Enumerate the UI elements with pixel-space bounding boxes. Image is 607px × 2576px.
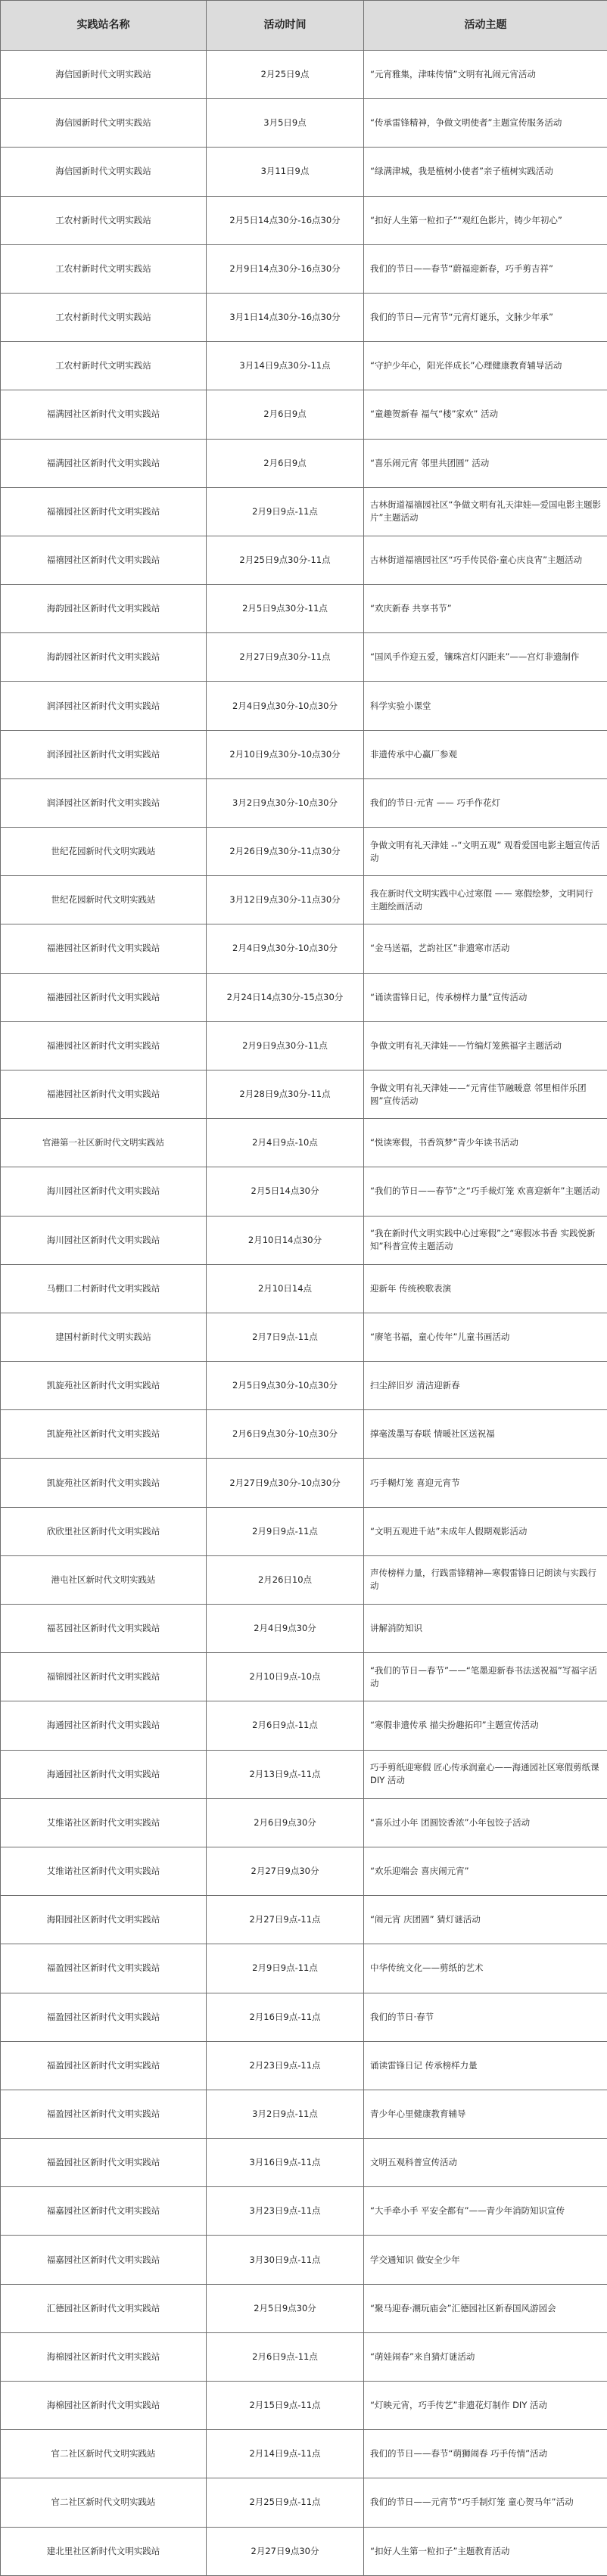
activity-theme-cell: “诵读雷锋日记，传承榜样力量”宣传活动: [364, 973, 607, 1021]
table-row: [1, 1993, 607, 2041]
table-row: [1, 148, 607, 196]
activity-time-cell: 3月30日9点-11点: [207, 2236, 364, 2284]
table-row: [1, 342, 607, 390]
station-name-cell: 工农村新时代文明实践站: [1, 244, 207, 293]
station-name-cell: 福港园社区新时代文明实践站: [1, 924, 207, 973]
station-name-cell: 马棚口二村新时代文明实践站: [1, 1264, 207, 1313]
table-row: [1, 2041, 607, 2090]
station-name-cell: 润泽园社区新时代文明实践站: [1, 682, 207, 730]
activity-time-cell: 2月4日9点30分-10点30分: [207, 682, 364, 730]
table-row: [1, 1750, 607, 1798]
activity-time-cell: 2月4日9点-10点: [207, 1119, 364, 1167]
activity-theme-cell: “寒假非遗传承 描尖扮趣拓印”主题宣传活动: [364, 1701, 607, 1750]
table-row: [1, 1653, 607, 1701]
activity-theme-cell: “大手牵小手 平安全都有”——青少年消防知识宣传: [364, 2187, 607, 2236]
activity-time-cell: 2月9日14点30分-16点30分: [207, 244, 364, 293]
activity-theme-cell: “赓笔书福，童心传年”儿童书画活动: [364, 1313, 607, 1361]
station-name-cell: 港屯社区新时代文明实践站: [1, 1555, 207, 1604]
table-row: [1, 439, 607, 487]
activity-time-cell: 2月6日9点-11点: [207, 2332, 364, 2381]
activity-time-cell: 2月24日14点30分-15点30分: [207, 973, 364, 1021]
activity-theme-cell: “聚马迎春·潮玩庙会”汇德园社区新春国风游园会: [364, 2284, 607, 2332]
station-name-cell: 凯旋苑社区新时代文明实践站: [1, 1410, 207, 1459]
activity-time-cell: 3月2日9点30分-10点30分: [207, 778, 364, 827]
station-name-cell: 福盈园社区新时代文明实践站: [1, 2139, 207, 2187]
activity-theme-cell: 非遗传承中心赢厂参观: [364, 730, 607, 778]
activity-time-cell: 2月16日9点-11点: [207, 1993, 364, 2041]
table-row: [1, 778, 607, 827]
station-name-cell: 官港第一社区新时代文明实践站: [1, 1119, 207, 1167]
activity-theme-cell: 我们的节日——元宵节“巧手制灯笼 童心贺马年”活动: [364, 2478, 607, 2527]
activity-time-cell: 2月27日9点-11点: [207, 1896, 364, 1944]
station-name-cell: 海通园社区新时代文明实践站: [1, 1750, 207, 1798]
activity-theme-cell: 我们的节日——春节“萌狮闹春 巧手传情”活动: [364, 2430, 607, 2478]
station-name-cell: 海川园社区新时代文明实践站: [1, 1167, 207, 1216]
table-row: [1, 487, 607, 536]
station-name-cell: 福禧园社区新时代文明实践站: [1, 536, 207, 584]
table-row: [1, 828, 607, 876]
activity-time-cell: 2月9日9点-11点: [207, 1507, 364, 1555]
table-row: [1, 1798, 607, 1847]
table-row: [1, 1264, 607, 1313]
activity-theme-cell: “守护少年心，阳光伴成长”心理健康教育辅导活动: [364, 342, 607, 390]
station-name-cell: 海信园新时代文明实践站: [1, 148, 207, 196]
station-name-cell: 福盈园社区新时代文明实践站: [1, 2090, 207, 2138]
activity-time-cell: 3月23日9点-11点: [207, 2187, 364, 2236]
table-row: [1, 536, 607, 584]
activity-time-cell: 2月10日14点: [207, 1264, 364, 1313]
station-name-cell: 福嘉园社区新时代文明实践站: [1, 2236, 207, 2284]
table-row: [1, 2284, 607, 2332]
table-row: [1, 1216, 607, 1264]
activity-time-cell: 2月5日9点30分-10点30分: [207, 1362, 364, 1410]
table-row: [1, 2430, 607, 2478]
station-name-cell: 世纪花园新时代文明实践站: [1, 876, 207, 924]
activity-theme-cell: 学交通知识 做安全少年: [364, 2236, 607, 2284]
activity-theme-cell: “萌娃闹春”来自猜灯谜活动: [364, 2332, 607, 2381]
station-name-cell: 海韵园社区新时代文明实践站: [1, 585, 207, 633]
activity-time-cell: 2月6日9点: [207, 439, 364, 487]
activity-time-cell: 3月11日9点: [207, 148, 364, 196]
activity-time-cell: 2月15日9点-11点: [207, 2382, 364, 2430]
activity-time-cell: 3月5日9点: [207, 99, 364, 148]
activity-time-cell: 2月6日9点-11点: [207, 1701, 364, 1750]
station-name-cell: 福嘉园社区新时代文明实践站: [1, 2187, 207, 2236]
station-name-cell: 海川园社区新时代文明实践站: [1, 1216, 207, 1264]
station-name-cell: 福禧园社区新时代文明实践站: [1, 487, 207, 536]
activity-time-cell: 2月5日9点30分: [207, 2284, 364, 2332]
activity-theme-cell: 争做文明有礼天津娃——竹编灯笼熊福字主题活动: [364, 1021, 607, 1070]
table-row: [1, 1847, 607, 1895]
station-name-cell: 海信园新时代文明实践站: [1, 51, 207, 99]
activity-time-cell: 2月23日9点-11点: [207, 2041, 364, 2090]
table-row: [1, 1410, 607, 1459]
activity-theme-cell: “我们的节日——春节”之“巧手裁灯笼 欢喜迎新年”主题活动: [364, 1167, 607, 1216]
activity-theme-cell: 迎新年 传统秧歌表演: [364, 1264, 607, 1313]
activity-theme-cell: “文明五观进千站”未成年人假期观影活动: [364, 1507, 607, 1555]
station-name-cell: 工农村新时代文明实践站: [1, 342, 207, 390]
table-row: [1, 1021, 607, 1070]
activity-time-cell: 2月6日9点: [207, 390, 364, 439]
activity-theme-cell: “欢乐迎端会 喜庆闹元宵”: [364, 1847, 607, 1895]
activity-theme-cell: 争做文明有礼天津娃——“元宵佳节融暖意 邻里相伴乐团圆”宣传活动: [364, 1070, 607, 1118]
station-name-cell: 福盈园社区新时代文明实践站: [1, 1993, 207, 2041]
header-activity-theme: 活动主题: [364, 1, 607, 51]
station-name-cell: 海通园社区新时代文明实践站: [1, 1701, 207, 1750]
activity-time-cell: 2月10日9点30分-10点30分: [207, 730, 364, 778]
table-row: [1, 2332, 607, 2381]
table-row: [1, 1362, 607, 1410]
table-row: [1, 196, 607, 244]
station-name-cell: 福满园社区新时代文明实践站: [1, 439, 207, 487]
activity-theme-cell: 文明五观科普宣传活动: [364, 2139, 607, 2187]
activity-theme-cell: 我们的节日—元宵节“元宵灯谜乐，文脉少年承”: [364, 293, 607, 341]
activity-time-cell: 2月9日9点-11点: [207, 487, 364, 536]
activity-theme-cell: 中华传统文化——剪纸的艺术: [364, 1944, 607, 1993]
activity-theme-cell: “我在新时代文明实践中心过寒假”之“寒假冰书香 实践悦新知”科普宣传主题活动: [364, 1216, 607, 1264]
station-name-cell: 福锦园社区新时代文明实践站: [1, 1653, 207, 1701]
activity-theme-cell: 我们的节日·元宵 —— 巧手作花灯: [364, 778, 607, 827]
activity-theme-cell: “欢庆新春 共享书节”: [364, 585, 607, 633]
table-row: [1, 876, 607, 924]
activity-time-cell: 2月10日14点30分: [207, 1216, 364, 1264]
station-name-cell: 海阳园社区新时代文明实践站: [1, 1896, 207, 1944]
activity-theme-cell: 我在新时代文明实践中心过寒假 —— 寒假绘梦，文明同行主题绘画活动: [364, 876, 607, 924]
activity-time-cell: 3月16日9点-11点: [207, 2139, 364, 2187]
station-name-cell: 建国村新时代文明实践站: [1, 1313, 207, 1361]
station-name-cell: 福茗园社区新时代文明实践站: [1, 1605, 207, 1653]
activity-time-cell: 2月27日9点30分-10点30分: [207, 1459, 364, 1507]
activity-time-cell: 2月6日9点30分: [207, 1798, 364, 1847]
activity-time-cell: 2月5日14点30分-16点30分: [207, 196, 364, 244]
table-row: [1, 293, 607, 341]
activity-time-cell: 2月26日10点: [207, 1555, 364, 1604]
station-name-cell: 欣欣里社区新时代文明实践站: [1, 1507, 207, 1555]
activity-time-cell: 2月6日9点30分-10点30分: [207, 1410, 364, 1459]
table-row: [1, 1313, 607, 1361]
activity-theme-cell: 科学实验小课堂: [364, 682, 607, 730]
activity-theme-cell: 争做文明有礼天津娃 --“文明五观” 观看爱国电影主题宣传活动: [364, 828, 607, 876]
activity-theme-cell: “绿满津城，我是植树小使者”亲子植树实践活动: [364, 148, 607, 196]
activity-time-cell: 3月1日14点30分-16点30分: [207, 293, 364, 341]
table-row: [1, 1459, 607, 1507]
activity-time-cell: 2月13日9点-11点: [207, 1750, 364, 1798]
activity-time-cell: 2月5日14点30分: [207, 1167, 364, 1216]
table-row: [1, 2236, 607, 2284]
station-name-cell: 海信园新时代文明实践站: [1, 99, 207, 148]
table-row: [1, 1896, 607, 1944]
station-name-cell: 福盈园社区新时代文明实践站: [1, 2041, 207, 2090]
station-name-cell: 汇德园社区新时代文明实践站: [1, 2284, 207, 2332]
table-row: [1, 1605, 607, 1653]
table-row: [1, 1701, 607, 1750]
activity-theme-cell: 声传榜样力量，行践雷锋精神—寒假雷锋日记朗读与实践行动: [364, 1555, 607, 1604]
table-row: [1, 2382, 607, 2430]
table-row: [1, 924, 607, 973]
activity-theme-cell: “传承雷锋精神，争做文明使者”主题宣传服务活动: [364, 99, 607, 148]
activity-theme-cell: 讲解消防知识: [364, 1605, 607, 1653]
station-name-cell: 福盈园社区新时代文明实践站: [1, 1944, 207, 1993]
station-name-cell: 工农村新时代文明实践站: [1, 196, 207, 244]
activity-theme-cell: “悦读寒假，书香筑梦”青少年读书活动: [364, 1119, 607, 1167]
activity-time-cell: 2月25日9点: [207, 51, 364, 99]
activity-time-cell: 2月9日9点-11点: [207, 1944, 364, 1993]
activity-time-cell: 2月4日9点30分-10点30分: [207, 924, 364, 973]
table-body: [1, 51, 607, 2576]
activity-time-cell: 2月5日9点30分-11点: [207, 585, 364, 633]
activity-theme-cell: “喜乐过小年 团圆饺香浓”小年包饺子活动: [364, 1798, 607, 1847]
activity-theme-cell: “灯映元宵，巧手传艺”非遗花灯制作 DIY 活动: [364, 2382, 607, 2430]
station-name-cell: 艾维诺社区新时代文明实践站: [1, 1847, 207, 1895]
station-name-cell: 海棉园社区新时代文明实践站: [1, 2382, 207, 2430]
activity-theme-cell: 撑毫泼墨写春联 情暖社区送祝福: [364, 1410, 607, 1459]
activity-theme-cell: 青少年心里健康教育辅导: [364, 2090, 607, 2138]
header-activity-time: 活动时间: [207, 1, 364, 51]
station-name-cell: 海韵园社区新时代文明实践站: [1, 633, 207, 682]
activity-theme-cell: “金马送福，艺韵社区”非遗寒市活动: [364, 924, 607, 973]
activity-theme-cell: “元宵雅集，津味传情”文明有礼闹元宵活动: [364, 51, 607, 99]
activity-time-cell: 3月2日9点-11点: [207, 2090, 364, 2138]
activity-time-cell: 2月7日9点-11点: [207, 1313, 364, 1361]
activity-theme-cell: 巧手剪纸迎寒假 匠心传承润童心——海通园社区寒假剪纸课 DIY 活动: [364, 1750, 607, 1798]
table-row: [1, 1507, 607, 1555]
activity-time-cell: 2月28日9点30分-11点: [207, 1070, 364, 1118]
station-name-cell: 海棉园社区新时代文明实践站: [1, 2332, 207, 2381]
table-row: [1, 2139, 607, 2187]
activity-theme-cell: “扣好人生第一粒扣子”“观红色影片，铸少年初心”: [364, 196, 607, 244]
activity-theme-cell: 我们的节日——春节“蔚福迎新春，巧手剪吉祥”: [364, 244, 607, 293]
activity-time-cell: 2月10日9点-10点: [207, 1653, 364, 1701]
table-row: [1, 51, 607, 99]
table-row: [1, 585, 607, 633]
table-row: [1, 1070, 607, 1118]
activity-theme-cell: “喜乐闹元宵 邻里共团圆” 活动: [364, 439, 607, 487]
table-row: [1, 730, 607, 778]
table-row: [1, 99, 607, 148]
activity-theme-cell: 扫尘辞旧岁 清洁迎新春: [364, 1362, 607, 1410]
station-name-cell: 福满园社区新时代文明实践站: [1, 390, 207, 439]
table-row: [1, 633, 607, 682]
station-name-cell: 官二社区新时代文明实践站: [1, 2430, 207, 2478]
activity-time-cell: 2月26日9点30分-11点30分: [207, 828, 364, 876]
activity-time-cell: 3月14日9点30分-11点: [207, 342, 364, 390]
station-name-cell: 福港园社区新时代文明实践站: [1, 973, 207, 1021]
table-row: [1, 244, 607, 293]
activity-time-cell: 2月9日9点30分-11点: [207, 1021, 364, 1070]
activity-theme-cell: 诵读雷锋日记 传承榜样力量: [364, 2041, 607, 2090]
activity-theme-cell: “国风手作迎五爱，镶珠宫灯闪距来”——宫灯非遗制作: [364, 633, 607, 682]
activity-time-cell: 2月27日9点30分: [207, 2527, 364, 2575]
station-name-cell: 福港园社区新时代文明实践站: [1, 1021, 207, 1070]
station-name-cell: 工农村新时代文明实践站: [1, 293, 207, 341]
table-row: [1, 1167, 607, 1216]
header-station-name: 实践站名称: [1, 1, 207, 51]
activity-time-cell: 2月4日9点30分: [207, 1605, 364, 1653]
table-row: [1, 390, 607, 439]
station-name-cell: 凯旋苑社区新时代文明实践站: [1, 1459, 207, 1507]
activity-time-cell: 2月14日9点-11点: [207, 2430, 364, 2478]
activity-theme-cell: “扣好人生第一粒扣子”主题教育活动: [364, 2527, 607, 2575]
table-row: [1, 2478, 607, 2527]
activity-theme-cell: 古林街道福禧园社区“巧手传民俗·童心庆良宵”主题活动: [364, 536, 607, 584]
table-row: [1, 2090, 607, 2138]
activity-theme-cell: “闹元宵 庆团圆” 猜灯谜活动: [364, 1896, 607, 1944]
table-row: [1, 682, 607, 730]
station-name-cell: 建北里社区新时代文明实践站: [1, 2527, 207, 2575]
table-row: [1, 1555, 607, 1604]
activity-time-cell: 2月25日9点30分-11点: [207, 536, 364, 584]
station-name-cell: 世纪花园新时代文明实践站: [1, 828, 207, 876]
activity-theme-cell: “我们的节日—春节”——“笔墨迎新春书法送祝福”写福字活动: [364, 1653, 607, 1701]
table-row: [1, 2187, 607, 2236]
table-row: [1, 973, 607, 1021]
station-name-cell: 凯旋苑社区新时代文明实践站: [1, 1362, 207, 1410]
activity-time-cell: 2月27日9点30分-11点: [207, 633, 364, 682]
station-name-cell: 艾维诺社区新时代文明实践站: [1, 1798, 207, 1847]
activity-theme-cell: “童趣贺新春 福气“楼”家欢” 活动: [364, 390, 607, 439]
table-row: [1, 2527, 607, 2575]
station-name-cell: 润泽园社区新时代文明实践站: [1, 778, 207, 827]
table-row: [1, 1944, 607, 1993]
activity-theme-cell: 古林街道福禧园社区“争做文明有礼天津娃—爱国电影主题影片”主题活动: [364, 487, 607, 536]
activity-theme-cell: 我们的节日·春节: [364, 1993, 607, 2041]
activity-time-cell: 3月12日9点30分-11点30分: [207, 876, 364, 924]
header-row: [1, 1, 607, 51]
activity-time-cell: 2月27日9点30分: [207, 1847, 364, 1895]
station-name-cell: 润泽园社区新时代文明实践站: [1, 730, 207, 778]
activity-time-cell: 2月25日9点-11点: [207, 2478, 364, 2527]
activity-theme-cell: 巧手糊灯笼 喜迎元宵节: [364, 1459, 607, 1507]
station-name-cell: 福港园社区新时代文明实践站: [1, 1070, 207, 1118]
station-name-cell: 官二社区新时代文明实践站: [1, 2478, 207, 2527]
table-row: [1, 1119, 607, 1167]
